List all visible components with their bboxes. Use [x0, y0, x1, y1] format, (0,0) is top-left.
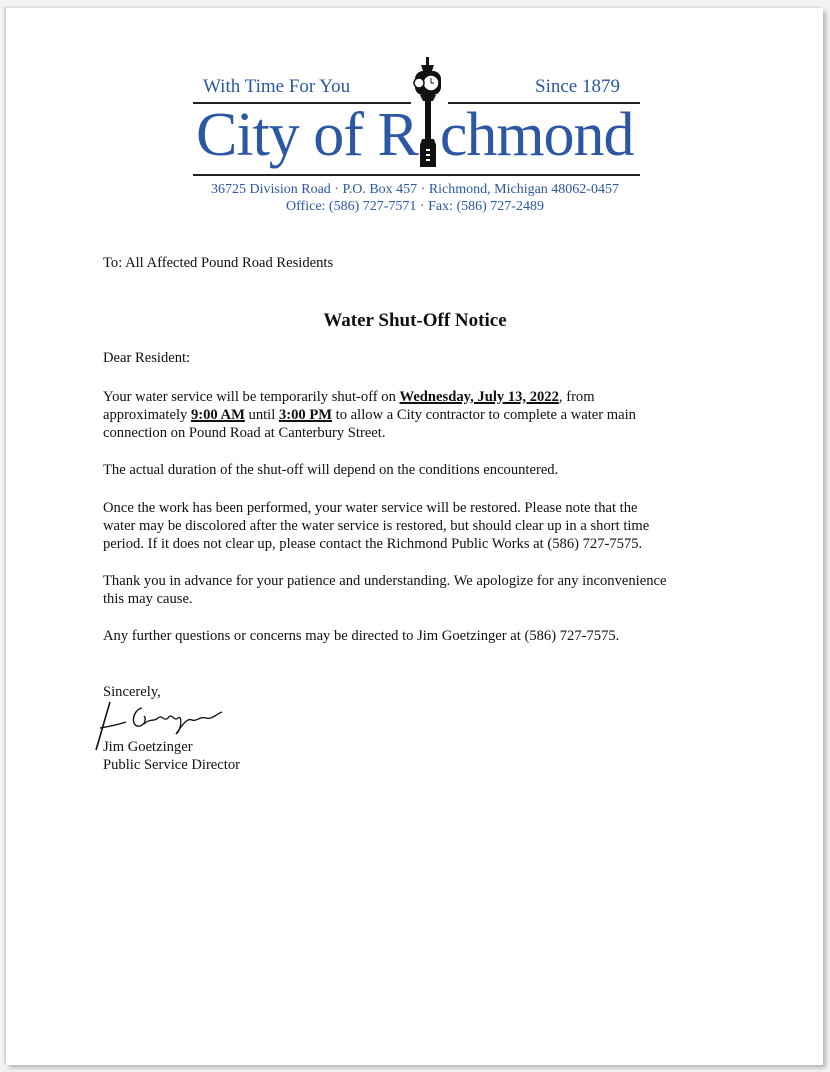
tagline-left: With Time For You: [203, 76, 351, 97]
p4-line-2: this may cause.: [103, 591, 193, 607]
shutoff-end-time: 3:00 PM: [278, 407, 333, 423]
notice-title: Water Shut-Off Notice: [323, 310, 507, 331]
p1-text-d: until: [244, 407, 279, 423]
bottom-rule: [193, 174, 640, 176]
p3-line-3: period. If it does not clear up, please contact the Richmond Public Works at (586) 727-7575.: [103, 536, 643, 552]
letterhead: [0, 0, 830, 230]
signer-name: Jim Goetzinger: [103, 739, 193, 755]
p3-line-1: Once the work has been performed, your water service will be restored. Please note that the: [103, 500, 638, 516]
p1-text-c: approximately: [103, 407, 191, 423]
recipient-line: To: All Affected Pound Road Residents: [103, 255, 334, 271]
contact-line: Office: (586) 727-7571 · Fax: (586) 727-2489: [286, 199, 544, 214]
tagline-right: Since 1879: [535, 76, 620, 97]
p1-text-e: to allow a City contractor to complete a water main: [332, 407, 636, 423]
paragraph-duration: The actual duration of the shut-off will depend on the conditions encountered.: [103, 462, 559, 478]
clock-tower-icon: [410, 57, 446, 169]
city-name-part1: City of R: [196, 101, 418, 169]
city-name-part2: chmond: [439, 101, 634, 169]
p1-text-f: connection on Pound Road at Canterbury Street.: [103, 425, 386, 441]
salutation: Dear Resident:: [103, 350, 191, 366]
paragraph-questions: Any further questions or concerns may be directed to Jim Goetzinger at (586) 727-7575.: [103, 628, 620, 644]
paragraph-thanks: [103, 572, 743, 608]
paragraph-shutoff-schedule: [103, 388, 743, 442]
p4-line-1: Thank you in advance for your patience and understanding. We apologize for any inconvenience: [103, 573, 667, 589]
p3-line-2: water may be discolored after the water service is restored, but should clear up in a short time: [103, 518, 650, 534]
p1-text-b: , from: [558, 389, 595, 405]
paragraph-restoration: [103, 499, 743, 553]
p1-text-a: Your water service will be temporarily shut-off on: [103, 389, 400, 405]
address-line: 36725 Division Road · P.O. Box 457 · Richmond, Michigan 48062-0457: [211, 182, 619, 197]
shutoff-date: Wednesday, July 13, 2022: [399, 389, 559, 405]
closing: Sincerely,: [103, 684, 161, 700]
signer-title: Public Service Director: [103, 757, 240, 773]
shutoff-start-time: 9:00 AM: [190, 407, 245, 423]
